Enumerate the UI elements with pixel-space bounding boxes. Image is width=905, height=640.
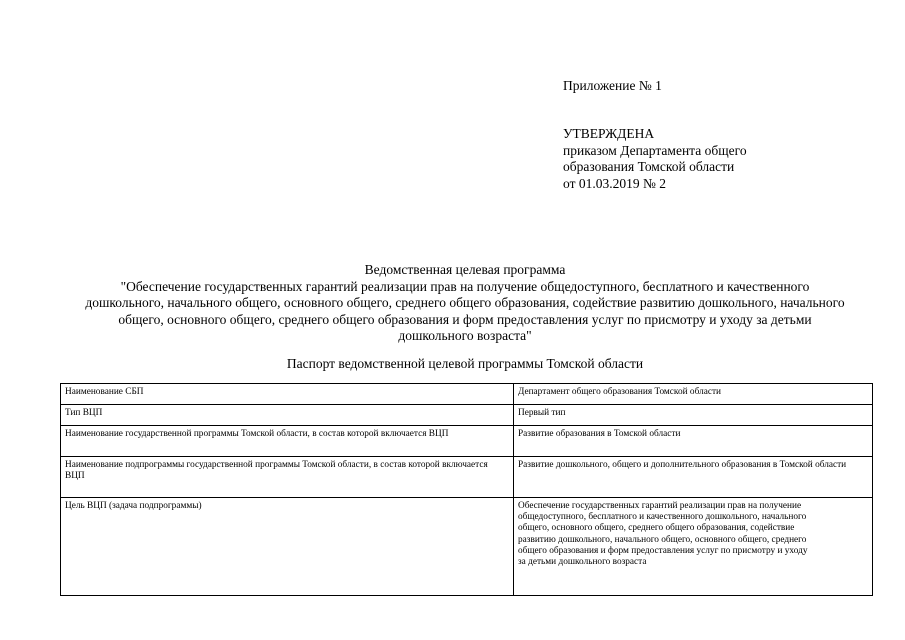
row-label: Цель ВЦП (задача подпрограммы) [61, 498, 514, 596]
row-value [514, 498, 873, 596]
approval-block [563, 126, 747, 192]
program-heading: Ведомственная целевая программа [364, 262, 566, 277]
goal-line: за детьми дошкольного возраста [518, 557, 647, 568]
row-value: Развитие дошкольного, общего и дополнительного образования в Томской области [514, 457, 873, 498]
row-label: Тип ВЦП [61, 405, 514, 426]
program-title-block [60, 262, 870, 345]
approval-line-order: приказом Департамента общего [563, 142, 747, 158]
goal-line: общего образования и форм предоставления услуг по присмотру и уходу [518, 545, 808, 556]
passport-table [60, 383, 873, 596]
table-row [61, 426, 873, 457]
program-title-line: дошкольного, начального общего, основного общего, среднего общего образования, содействие развитию дошкольного, начального [85, 295, 845, 311]
program-title-line: "Обеспечение государственных гарантий реализации прав на получение общедоступного, бесплатного и качественного [120, 278, 810, 294]
row-value: Департамент общего образования Томской области [514, 384, 873, 405]
goal-line: общего, основного общего, среднего общего образования, содействие [518, 523, 795, 534]
goal-line: Обеспечение государственных гарантий реализации прав на получение [518, 501, 802, 511]
table-row [61, 405, 873, 426]
table-row [61, 384, 873, 405]
appendix-label: Приложение № 1 [563, 78, 662, 93]
row-label: Наименование государственной программы Томской области, в состав которой включается ВЦП [61, 426, 514, 457]
row-value: Первый тип [514, 405, 873, 426]
row-label: Наименование СБП [61, 384, 514, 405]
goal-line: развитию дошкольного, начального общего, основного общего, среднего [518, 534, 807, 545]
goal-line: общедоступного, бесплатного и качественного дошкольного, начального [518, 512, 807, 523]
table-row [61, 498, 873, 596]
table-row [61, 457, 873, 498]
program-title-line: общего, основного общего, среднего общего образования и форм предоставления услуг по присмотру и уходу за детьми [118, 311, 812, 327]
program-title-line: дошкольного возраста" [398, 328, 532, 344]
row-label: Наименование подпрограммы государственной программы Томской области, в состав которой включается ВЦП [61, 457, 514, 498]
approval-line-department: образования Томской области [563, 159, 735, 174]
row-value: Развитие образования в Томской области [514, 426, 873, 457]
passport-title: Паспорт ведомственной целевой программы Томской области [286, 356, 644, 371]
approval-heading: УТВЕРЖДЕНА [563, 126, 655, 141]
approval-line-date: от 01.03.2019 № 2 [563, 175, 666, 191]
